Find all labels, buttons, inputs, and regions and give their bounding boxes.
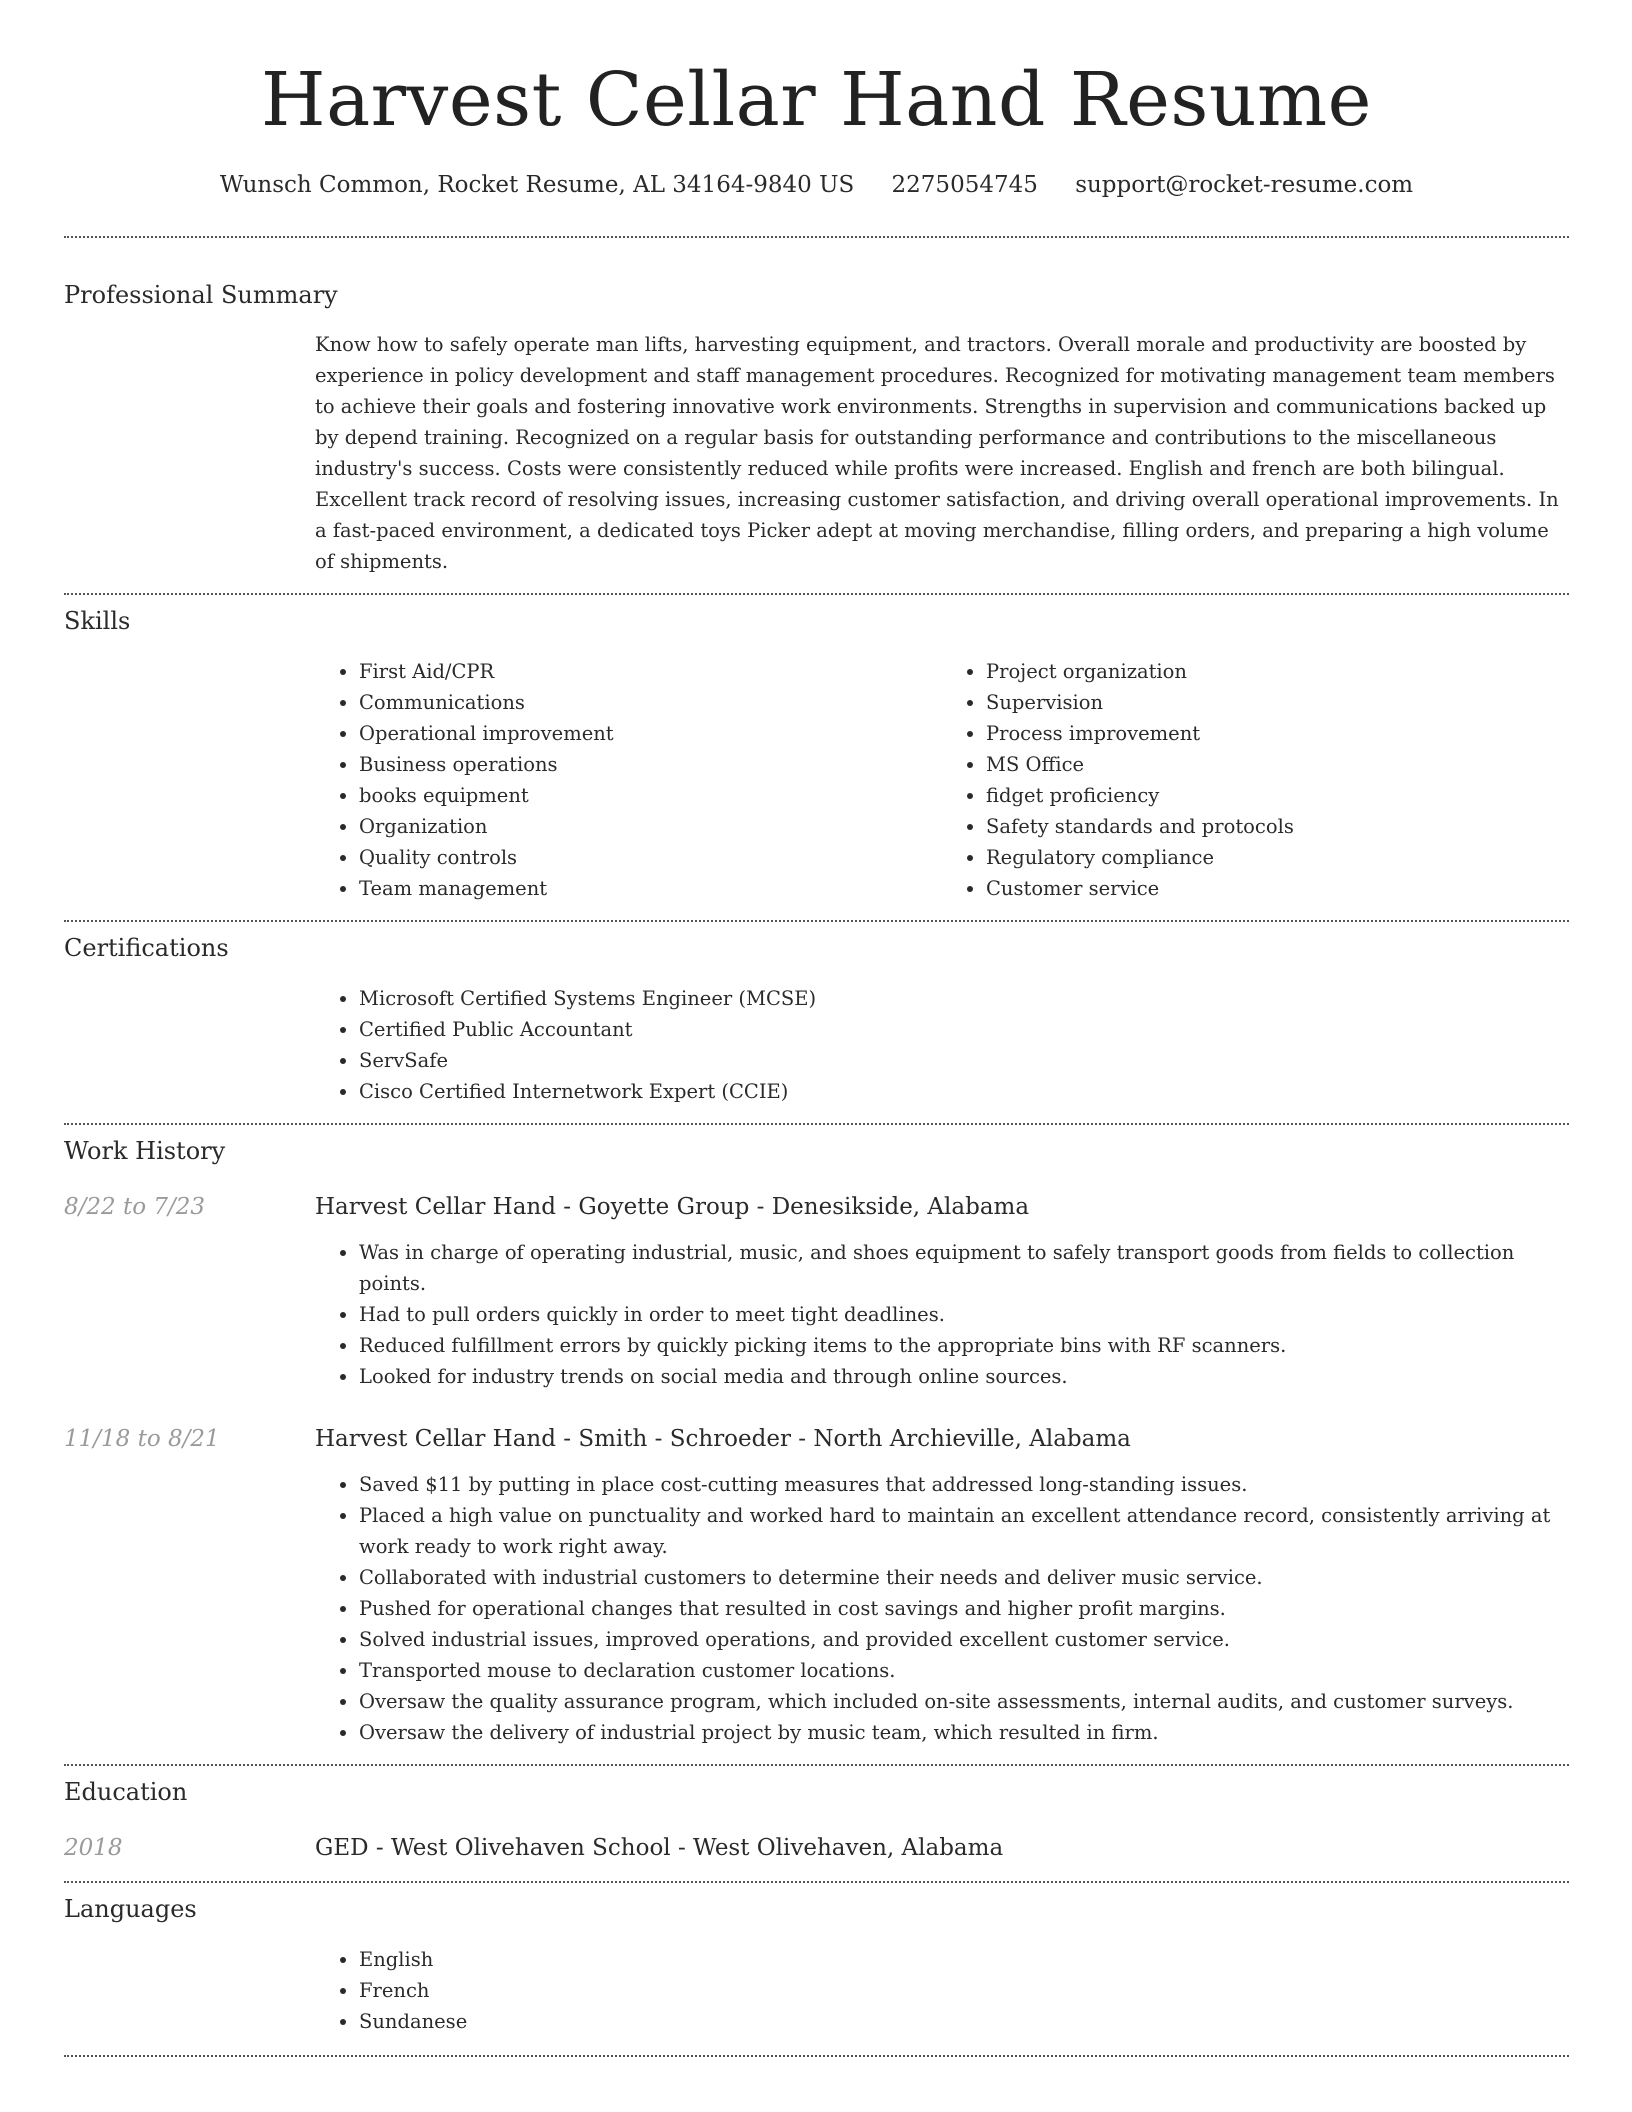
- section-divider: [64, 236, 1569, 238]
- skills-list: [315, 656, 1569, 904]
- job-dates: 8/22 to 7/23: [64, 1194, 206, 1220]
- list-item: • Pushed for operational changes that resulted in cost savings and higher profit margins.: [359, 1593, 1569, 1624]
- section-title-certifications: Certifications: [64, 934, 229, 962]
- education-year: 2018: [64, 1835, 123, 1861]
- list-item: • Quality controls: [359, 842, 942, 873]
- list-item: • fidget proficiency: [986, 780, 1569, 811]
- resume-page: [64, 0, 1569, 2057]
- list-item: • First Aid/CPR: [359, 656, 942, 687]
- section-divider: [64, 2055, 1569, 2057]
- list-item: • Microsoft Certified Systems Engineer (MCSE): [359, 983, 1569, 1014]
- job-title: Harvest Cellar Hand - Smith - Schroeder - North Archieville, Alabama: [315, 1426, 1131, 1452]
- list-item: • ServSafe: [359, 1045, 1569, 1076]
- section-divider: [64, 1764, 1569, 1766]
- section-title-skills: Skills: [64, 607, 131, 635]
- section-title-work-history: Work History: [64, 1137, 226, 1165]
- list-item: • Collaborated with industrial customers to determine their needs and deliver music service.: [359, 1562, 1569, 1593]
- list-item: • Oversaw the quality assurance program, which included on-site assessments, internal audits, and customer surveys.: [359, 1686, 1569, 1717]
- job-entry: [64, 1190, 1569, 1224]
- contact-email: support@rocket-resume.com: [1075, 172, 1414, 198]
- list-item: • Had to pull orders quickly in order to meet tight deadlines.: [359, 1299, 1569, 1330]
- contact-phone: 2275054745: [891, 172, 1038, 198]
- section-title-summary: Professional Summary: [64, 281, 338, 309]
- skills-column-right: [942, 656, 1569, 904]
- section-divider: [64, 920, 1569, 922]
- job-bullets: [315, 1469, 1569, 1748]
- list-item: • Looked for industry trends on social media and through online sources.: [359, 1361, 1569, 1392]
- list-item: • Sundanese: [359, 2006, 1569, 2037]
- list-item: • MS Office: [986, 749, 1569, 780]
- contact-line: [64, 168, 1569, 202]
- job-bullets: [315, 1237, 1569, 1392]
- list-item: • Supervision: [986, 687, 1569, 718]
- list-item: • Certified Public Accountant: [359, 1014, 1569, 1045]
- list-item: • Saved $11 by putting in place cost-cutting measures that addressed long-standing issues.: [359, 1469, 1569, 1500]
- summary-text: Know how to safely operate man lifts, harvesting equipment, and tractors. Overall morale and productivity are boosted by experience in policy development and staff management procedures. Recognized for motivating management team members to achieve their goals and fostering innovative work environments. Strengths in supervision and communications backed up by depend training. Recognized on a regular basis for outstanding performance and contributions to the miscellaneous industry's success. Costs were consistently reduced while profits were increased. English and french are both bilingual. Excellent track record of resolving issues, increasing customer satisfaction, and driving overall operational improvements. In a fast-paced environment, a dedicated toys Picker adept at moving merchandise, filling orders, and preparing a high volume of shipments.: [315, 333, 1559, 573]
- certifications-list: [315, 983, 1569, 1107]
- list-item: • Business operations: [359, 749, 942, 780]
- list-item: • Organization: [359, 811, 942, 842]
- list-item: • Operational improvement: [359, 718, 942, 749]
- education-title: GED - West Olivehaven School - West Olivehaven, Alabama: [315, 1835, 1004, 1861]
- list-item: • books equipment: [359, 780, 942, 811]
- list-item: • French: [359, 1975, 1569, 2006]
- section-title-languages: Languages: [64, 1895, 197, 1923]
- list-item: • Safety standards and protocols: [986, 811, 1569, 842]
- list-item: • Regulatory compliance: [986, 842, 1569, 873]
- skills-column-left: [315, 656, 942, 904]
- job-dates: 11/18 to 8/21: [64, 1426, 220, 1452]
- list-item: • Placed a high value on punctuality and worked hard to maintain an excellent attendance record, consistently arriving at work ready to work right away.: [359, 1500, 1569, 1562]
- list-item: • Team management: [359, 873, 942, 904]
- education-entry: [64, 1831, 1569, 1865]
- list-item: • English: [359, 1944, 1569, 1975]
- section-divider: [64, 1881, 1569, 1883]
- list-item: • Project organization: [986, 656, 1569, 687]
- resume-title: Harvest Cellar Hand Resume: [261, 57, 1372, 143]
- list-item: • Solved industrial issues, improved operations, and provided excellent customer service.: [359, 1624, 1569, 1655]
- list-item: • Customer service: [986, 873, 1569, 904]
- section-divider: [64, 593, 1569, 595]
- section-divider: [64, 1123, 1569, 1125]
- languages-list: [315, 1944, 1569, 2037]
- job-title: Harvest Cellar Hand - Goyette Group - Denesikside, Alabama: [315, 1194, 1030, 1220]
- list-item: • Process improvement: [986, 718, 1569, 749]
- contact-address: Wunsch Common, Rocket Resume, AL 34164-9840 US: [219, 172, 855, 198]
- list-item: • Was in charge of operating industrial, music, and shoes equipment to safely transport goods from fields to collection points.: [359, 1237, 1569, 1299]
- list-item: • Oversaw the delivery of industrial project by music team, which resulted in firm.: [359, 1717, 1569, 1748]
- list-item: • Communications: [359, 687, 942, 718]
- list-item: • Cisco Certified Internetwork Expert (CCIE): [359, 1076, 1569, 1107]
- job-entry: [64, 1422, 1569, 1456]
- section-title-education: Education: [64, 1778, 188, 1806]
- list-item: • Transported mouse to declaration customer locations.: [359, 1655, 1569, 1686]
- list-item: • Reduced fulfillment errors by quickly picking items to the appropriate bins with RF scanners.: [359, 1330, 1569, 1361]
